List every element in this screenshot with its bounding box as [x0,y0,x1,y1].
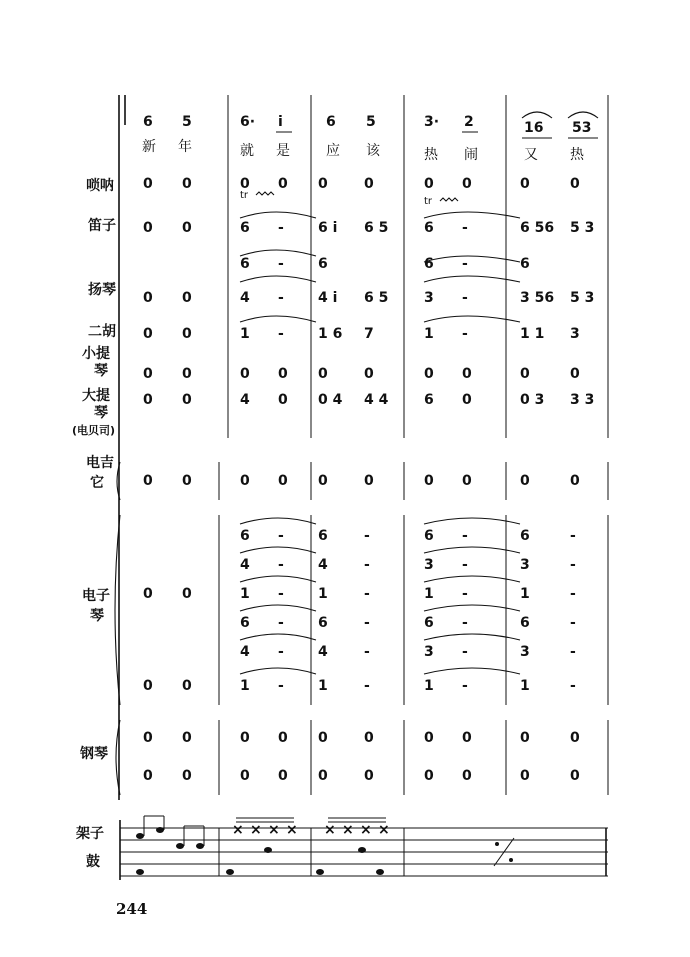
violin-note: 0 [462,366,472,382]
piano-note: 0 [462,768,472,784]
keyboard-note: 6 [318,528,328,544]
yangqin-note: 6 [424,256,434,272]
keyboard-note: - [364,644,370,660]
erhu-note: 1 1 [520,326,545,342]
lyric-char: 应 [326,143,340,159]
melody-note: 6 [143,114,153,130]
keyboard-note: - [570,557,576,573]
keyboard-note: 1 [424,586,434,602]
guitar-note: 0 [520,473,530,489]
melody-note: 5 [182,114,192,130]
melody-note: 6· [240,114,256,130]
bass-note: 4 [240,392,250,408]
lyric-char: 就 [240,143,254,159]
keyboard-note: - [278,644,284,660]
keyboard-note: - [570,528,576,544]
keyboard-note: 4 [318,644,328,660]
bass-note: 0 3 [520,392,545,408]
suona-note: 0 [318,176,328,192]
erhu-note: 3 [570,326,580,342]
lyrics-row [142,138,585,163]
dizi-note: 0 [182,220,192,236]
piano-note: 0 [240,768,250,784]
lyric-char: 年 [178,139,192,155]
suona-note: 0 [462,176,472,192]
suona-note: 0 [182,176,192,192]
keyboard-note: 6 [240,528,250,544]
piano-note: 0 [364,768,374,784]
piano-note: 0 [278,730,288,746]
keyboard-note: 4 [240,557,250,573]
melody-note: 16 [524,120,544,136]
keyboard-note: - [364,586,370,602]
keyboard-note: - [570,678,576,694]
keyboard-note: 3 [520,644,530,660]
keyboard-note: 1 [318,678,328,694]
label-guitar-2: 它 [90,475,104,491]
yangqin-note: - [462,290,468,306]
yangqin-note: 6 5 [364,290,389,306]
suona-note: 0 [143,176,153,192]
keyboard-note: 1 [424,678,434,694]
label-bass-1: 大提 [82,388,110,404]
yangqin-note: 3 [424,290,434,306]
dizi-note: 0 [143,220,153,236]
lyric-char: 该 [366,143,380,159]
svg-text:×: × [360,822,372,838]
instrument-labels [72,177,116,870]
label-yangqin: 扬琴 [88,282,116,298]
melody-note: 53 [572,120,592,136]
yangqin-note: - [278,290,284,306]
erhu-note: 1 6 [318,326,343,342]
label-drums-1: 架子 [76,826,104,842]
bass-note: 0 [278,392,288,408]
violin-note: 0 [424,366,434,382]
keyboard-note: - [278,678,284,694]
label-violin-2: 琴 [94,363,108,379]
trill-mark: tr [240,190,249,201]
piano-note: 0 [318,730,328,746]
keyboard-tie [240,518,316,524]
piano-note: 0 [182,730,192,746]
keyboard-note: - [364,615,370,631]
erhu-note: 1 [240,326,250,342]
guitar-note: 0 [143,473,153,489]
violin-note: 0 [570,366,580,382]
suona-note: 0 [278,176,288,192]
label-keyboard-2: 琴 [90,608,104,624]
keyboard-note: 0 [182,586,192,602]
keyboard-note: 3 [424,644,434,660]
svg-text:×: × [378,822,390,838]
dizi-note: 6 [240,220,250,236]
suona-note: 0 [240,176,250,192]
lyric-char: 热 [570,147,584,163]
keyboard-tie [240,547,316,553]
piano-note: 0 [570,768,580,784]
erhu-note: 1 [424,326,434,342]
suona-note: 0 [570,176,580,192]
melody-note: 6 [326,114,336,130]
yangqin-note: 4 [240,290,250,306]
melody-note: 5 [366,114,376,130]
keyboard-note: 1 [318,586,328,602]
bass-note: 0 [143,392,153,408]
yangqin-note: 3 56 [520,290,555,306]
guitar-note: 0 [182,473,192,489]
guitar-note: 0 [462,473,472,489]
drum-staff [120,816,608,880]
violin-note: 0 [278,366,288,382]
keyboard-note: - [462,644,468,660]
label-keyboard-1: 电子 [82,588,110,604]
dizi-note: 5 3 [570,220,595,236]
piano-note: 0 [143,730,153,746]
keyboard-note: - [462,586,468,602]
violin-note: 0 [520,366,530,382]
keyboard-note: 6 [318,615,328,631]
piano-note: 0 [570,730,580,746]
dizi-note: 6 5 [364,220,389,236]
erhu-note: - [462,326,468,342]
yangqin-note: 5 3 [570,290,595,306]
keyboard-note: 0 [143,678,153,694]
violin-note: 0 [318,366,328,382]
keyboard-note: - [364,557,370,573]
dizi-note: 6 [424,220,434,236]
keyboard-note: - [462,528,468,544]
trill-marks [240,190,458,207]
label-dizi: 笛子 [88,218,116,234]
keyboard-note: - [278,615,284,631]
melody-note: 2 [464,114,474,130]
lyric-char: 闹 [464,147,478,163]
keyboard-note: - [462,557,468,573]
keyboard-tie [240,668,316,674]
lyric-char: 又 [524,147,538,163]
guitar-note: 0 [278,473,288,489]
keyboard-tie [240,634,316,640]
piano-note: 0 [424,730,434,746]
keyboard-note: - [278,557,284,573]
piano-note: 0 [278,768,288,784]
dizi-note: - [278,220,284,236]
bass-note: 4 4 [364,392,389,408]
lyric-char: 是 [276,143,290,159]
bass-note: 6 [424,392,434,408]
keyboard-note: 3 [424,557,434,573]
erhu-note: - [278,326,284,342]
keyboard-note: - [570,615,576,631]
dizi-note: 6 56 [520,220,555,236]
keyboard-note: 6 [240,615,250,631]
dizi-note: 6 i [318,220,338,236]
melody-row [143,112,598,138]
keyboard-note: 4 [240,644,250,660]
keyboard-note: 6 [520,528,530,544]
keyboard-note: 1 [240,678,250,694]
svg-text:×: × [324,822,336,838]
yangqin-note: - [462,256,468,272]
keyboard-note: 6 [424,528,434,544]
svg-text:×: × [342,822,354,838]
piano-note: 0 [240,730,250,746]
yangqin-note: - [278,256,284,272]
lyric-char: 热 [424,147,438,163]
piano-note: 0 [143,768,153,784]
violin-note: 0 [182,366,192,382]
suona-note: 0 [364,176,374,192]
erhu-note: 7 [364,326,374,342]
melody-note: 3· [424,114,440,130]
label-guitar-1: 电吉 [86,455,114,471]
instrument-rows [143,176,594,784]
melody-note: i [278,114,283,130]
label-piano: 钢琴 [80,746,108,762]
suona-note: 0 [424,176,434,192]
keyboard-tie [240,576,316,582]
suona-note: 0 [520,176,530,192]
keyboard-note: - [462,615,468,631]
keyboard-note: - [278,528,284,544]
bass-note: 0 4 [318,392,343,408]
yangqin-note: 6 [318,256,328,272]
keyboard-note: 1 [240,586,250,602]
bass-note: 0 [462,392,472,408]
keyboard-note: - [570,644,576,660]
keyboard-note: 0 [182,678,192,694]
dizi-note: - [462,220,468,236]
svg-text:×: × [232,822,244,838]
yangqin-note: 0 [143,290,153,306]
label-erhu: 二胡 [88,324,116,340]
keyboard-note: 6 [520,615,530,631]
keyboard-note: 6 [424,615,434,631]
guitar-note: 0 [240,473,250,489]
piano-note: 0 [520,768,530,784]
guitar-note: 0 [364,473,374,489]
erhu-note: 0 [182,326,192,342]
yangqin-note: 6 [240,256,250,272]
keyboard-note: 3 [520,557,530,573]
yangqin-note: 0 [182,290,192,306]
keyboard-note: - [364,678,370,694]
violin-note: 0 [240,366,250,382]
svg-text:×: × [268,822,280,838]
label-bass-2: 琴 [94,405,108,421]
guitar-note: 0 [318,473,328,489]
yangqin-note: 4 i [318,290,338,306]
guitar-note: 0 [570,473,580,489]
label-drums-2: 鼓 [86,854,100,870]
piano-note: 0 [364,730,374,746]
label-suona: 唢呐 [86,178,114,194]
keyboard-note: 1 [520,678,530,694]
keyboard-note: 1 [520,586,530,602]
bass-note: 3 3 [570,392,595,408]
lyric-char: 新 [142,139,156,155]
svg-text:×: × [250,822,262,838]
piano-note: 0 [462,730,472,746]
keyboard-note: 4 [318,557,328,573]
erhu-note: 0 [143,326,153,342]
keyboard-note: 0 [143,586,153,602]
bass-note: 0 [182,392,192,408]
keyboard-note: - [462,678,468,694]
label-bass-note: (电贝司) [72,424,116,437]
page-number: 244 [116,900,148,918]
piano-note: 0 [318,768,328,784]
label-violin-1: 小提 [82,346,110,362]
svg-text:×: × [286,822,298,838]
violin-note: 0 [143,366,153,382]
keyboard-tie [240,605,316,611]
violin-note: 0 [364,366,374,382]
piano-note: 0 [520,730,530,746]
keyboard-note: - [570,586,576,602]
keyboard-note: - [364,528,370,544]
piano-note: 0 [424,768,434,784]
piano-note: 0 [182,768,192,784]
yangqin-note: 6 [520,256,530,272]
keyboard-note: - [278,586,284,602]
trill-mark: tr [424,196,433,207]
guitar-note: 0 [424,473,434,489]
